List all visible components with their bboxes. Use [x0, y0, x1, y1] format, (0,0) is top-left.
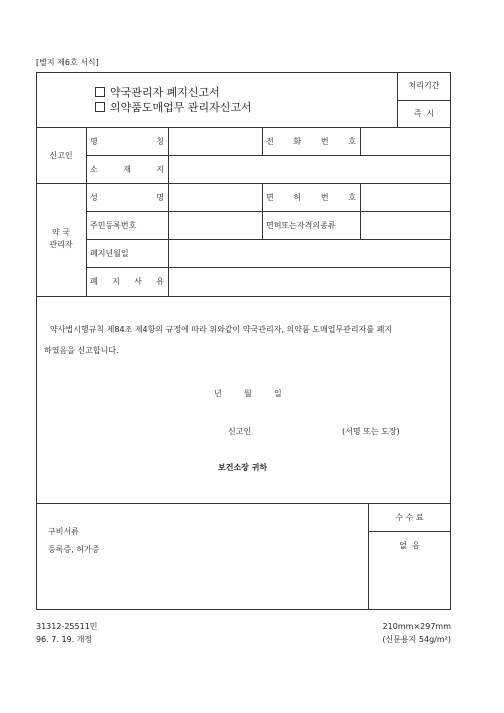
form-outer-frame — [36, 72, 451, 610]
signature-note: (서명 또는 도장) — [342, 427, 400, 436]
manager-section-label-2: 관리자 — [49, 240, 73, 249]
abolition-date-label: 폐지년월일 — [90, 249, 129, 258]
title-line-2: 의약품도매업무 관리자신고서 — [95, 101, 252, 115]
address-label: 소 재 지 — [90, 165, 164, 174]
statement-line-2: 하였음을 신고합니다. — [44, 346, 119, 355]
reporter-name-label: 명 칭 — [90, 137, 164, 146]
manager-name-label: 성 명 — [90, 193, 164, 202]
form-number: [별지 제6호 서식] — [36, 58, 99, 67]
statement-line-1: 약사법시행규칙 제84조 제4항의 규정에 따라 위와같이 약국관리자, 의약품 도매업무관리자를 폐지 — [50, 325, 393, 334]
title-line-1: 약국관리자 폐지신고서 — [95, 86, 220, 100]
footer-code: 31312-25511민 — [36, 622, 98, 631]
checkbox-icon[interactable] — [95, 87, 105, 97]
signer-label: 신고인 — [228, 427, 252, 436]
footer-revision: 96. 7. 19. 개정 — [36, 635, 93, 644]
attachments-item: 등록증, 허가증 — [48, 545, 100, 554]
license-type-label: 면허또는자격의종류 — [266, 221, 336, 230]
addressee: 보건소장 귀하 — [218, 463, 268, 472]
processing-period-value: 즉 시 — [413, 109, 435, 118]
fee-label: 수 수 료 — [395, 513, 424, 522]
license-no-label: 면 허 번 호 — [266, 193, 356, 202]
reporter-section-label: 신고인 — [49, 151, 73, 160]
date-month: 월 — [244, 389, 252, 398]
attachments-label: 구비서류 — [48, 527, 79, 536]
date-year: 년 — [214, 389, 222, 398]
checkbox-icon[interactable] — [95, 102, 105, 112]
processing-period-label: 처리기간 — [408, 81, 440, 90]
date-day: 일 — [274, 389, 282, 398]
paper-size: 210mm×297mm — [382, 622, 451, 631]
phone-label: 전 화 번 호 — [266, 137, 356, 146]
abolition-reason-label: 폐 지 사 유 — [90, 277, 164, 286]
paper-type: (신문용지 54g/m²) — [382, 635, 451, 644]
manager-section-label-1: 약 국 — [52, 228, 70, 237]
fee-value: 없 음 — [399, 541, 420, 550]
resident-no-label: 주민등록번호 — [90, 221, 137, 230]
